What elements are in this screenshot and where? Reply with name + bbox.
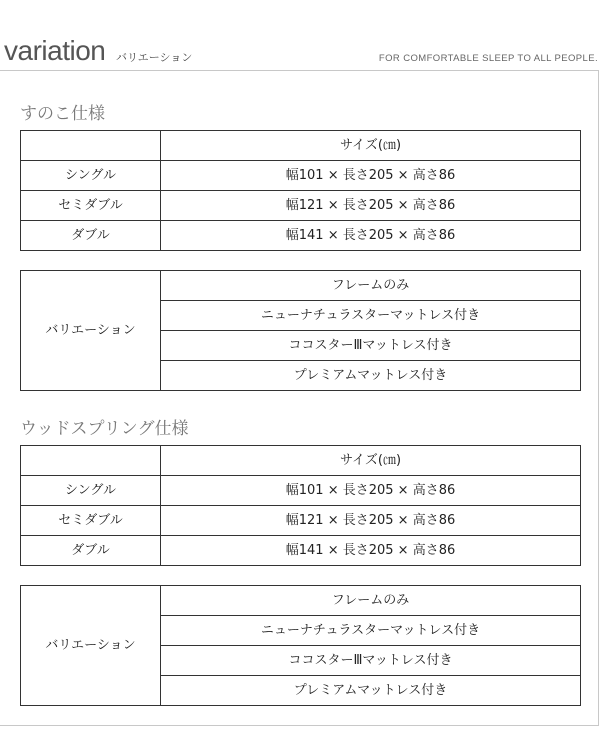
size-label-cell: セミダブル	[21, 191, 161, 221]
size-value-cell: 幅141 × 長さ205 × 高さ86	[161, 221, 581, 251]
table-row	[21, 221, 581, 251]
variation-label-cell: バリエーション	[21, 586, 161, 706]
variation-table-woodspring	[20, 585, 581, 706]
page-header	[0, 0, 600, 70]
size-label-cell: ダブル	[21, 536, 161, 566]
size-label-cell: シングル	[21, 161, 161, 191]
variation-item-cell: ココスターⅢマットレス付き	[161, 331, 581, 361]
variation-item-cell: ニューナチュラスターマットレス付き	[161, 616, 581, 646]
variation-item-cell: プレミアムマットレス付き	[161, 676, 581, 706]
variation-item-cell: プレミアムマットレス付き	[161, 361, 581, 391]
size-value-cell: 幅121 × 長さ205 × 高さ86	[161, 506, 581, 536]
size-value-cell: 幅141 × 長さ205 × 高さ86	[161, 536, 581, 566]
table-corner-cell	[21, 446, 161, 476]
size-header-cell: サイズ(㎝)	[161, 131, 581, 161]
table-corner-cell	[21, 131, 161, 161]
variation-item-cell: ニューナチュラスターマットレス付き	[161, 301, 581, 331]
tagline: FOR COMFORTABLE SLEEP TO ALL PEOPLE.	[378, 53, 598, 64]
table-row	[21, 271, 581, 301]
section-title-sunoko: すのこ仕様	[20, 104, 105, 124]
table-header-row	[21, 446, 581, 476]
variation-item-cell: フレームのみ	[161, 271, 581, 301]
table-row	[21, 476, 581, 506]
table-header-row	[21, 131, 581, 161]
size-value-cell: 幅101 × 長さ205 × 高さ86	[161, 476, 581, 506]
variation-label-cell: バリエーション	[21, 271, 161, 391]
size-table-sunoko	[20, 130, 581, 251]
size-label-cell: ダブル	[21, 221, 161, 251]
variation-table-sunoko	[20, 270, 581, 391]
size-label-cell: セミダブル	[21, 506, 161, 536]
page-title: variation	[4, 35, 106, 66]
size-header-cell: サイズ(㎝)	[161, 446, 581, 476]
section-title-woodspring: ウッドスプリング仕様	[20, 419, 189, 439]
table-row	[21, 506, 581, 536]
variation-item-cell: ココスターⅢマットレス付き	[161, 646, 581, 676]
size-table-woodspring	[20, 445, 581, 566]
size-value-cell: 幅121 × 長さ205 × 高さ86	[161, 191, 581, 221]
size-label-cell: シングル	[21, 476, 161, 506]
table-row	[21, 536, 581, 566]
table-row	[21, 191, 581, 221]
size-value-cell: 幅101 × 長さ205 × 高さ86	[161, 161, 581, 191]
table-row	[21, 161, 581, 191]
variation-item-cell: フレームのみ	[161, 586, 581, 616]
page-subtitle: バリエーション	[116, 51, 193, 64]
table-row	[21, 586, 581, 616]
